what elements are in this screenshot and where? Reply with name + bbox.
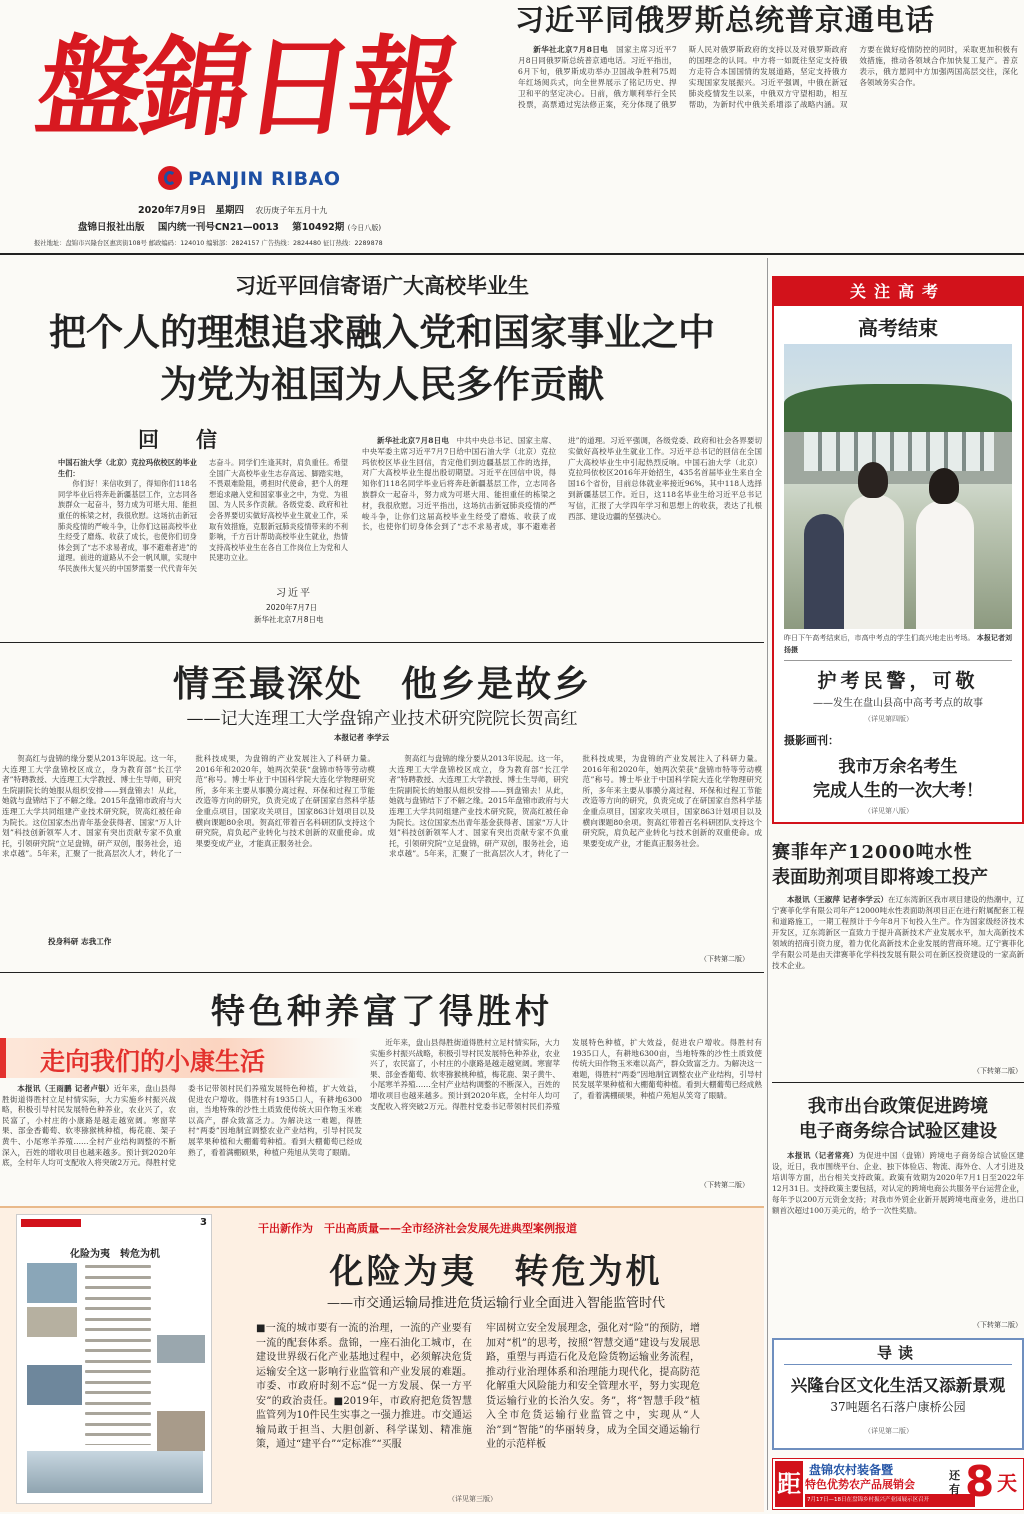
divider-letter [0, 642, 764, 643]
promo-headline[interactable]: 化险为夷 转危为机 [329, 1252, 663, 1292]
story-sub-police: ——发生在盘山县高中高考考点的故事 [813, 698, 983, 709]
masthead-date-line [138, 202, 327, 216]
feature-section-label: 投身科研 志我工作 [44, 936, 115, 947]
village-text: 近年来，盘山县得胜街道得胜村立足村情实际，大力实施乡村振兴战略，积极引导村民发展特色种养业，农业兴了，农民富了，小村庄的小康路是越走越宽阔。寒窗苹果、部金香葡萄、软枣猕猴桃种植，梅花鹿、架子黄牛、小尾寒羊养殖……全村产业结构调整的不断深入，百姓的增收项目也越来越多。预计到2020年底，全村年人均可支配收入将突破2万元。得胜村党委书记带领村民们养殖发展特色种植，扩大效益，促进农户增收。得胜村有1935口人，有耕地6300亩，当地特殊的沙性土质致使传统大田作物玉米难以高产，群众致富乏力。为解决这一难题，得胜村“两委”因地制宜调整农业产业结构，引导村民发展苹果种植和大棚葡萄种植。看到大棚葡萄已经成熟了，看着满棚硕果，种植户苑旭从笑弯了眼睛。 [2, 1084, 362, 1168]
photo-feature-title-2[interactable]: 完成人生的一次大考！ [813, 781, 983, 801]
photo-feature-title-1[interactable]: 我市万余名考生 [838, 757, 958, 777]
ecommerce-body [772, 1150, 1024, 1326]
story-ref-police[interactable]: （详见第四版） [864, 715, 913, 723]
masthead [0, 0, 505, 250]
letter-news-body [362, 436, 762, 636]
story-title-police[interactable]: 护考民警，可敬 [817, 670, 979, 692]
countdown-note: 7月17日—18日在盘锦乡村振兴产业园展示区召开 [805, 1494, 975, 1507]
letter-text: 你们好！来信收到了，得知你们118名同学毕业后将奔赴新疆基层工作，立志同各族群众一起奋斗，努力成为可堪大用、能担重任的栋梁之材，我很欣慰。这场抗击新冠肺炎疫情的严峻斗争，让你们这届高校毕业生经受了磨炼、收获了成长，也使你们切身体会到了“志不求易者成，事不避难者进”的道理。前进的道路从不会一帆风顺，实现中华民族伟大复兴的中国梦需要一代代青年矢志奋斗。同学们生逢其时，肩负重任。希望全国广大高校毕业生志存高远、脚踏实地，不畏艰难险阻，勇担时代使命，把个人的理想追求融入党和国家事业之中，为党、为祖国、为人民多作贡献。各级党委、政府和社会各界要切实做好高校毕业生就业工作，采取有效措施，克服新冠肺炎疫情带来的不利影响，千方百计帮助高校毕业生就业，热情支持高校毕业生在各自工作岗位上为党和人民建功立业。 [58, 458, 348, 573]
promo-col-2: 牢固树立安全发展理念，强化对“险”的预防，增加对“机”的思考，按照“智慧交通”建设与发展思路，重塑与再造石化及危险货物运输业务流程，推动行业治理体系和治理能力现代化，提高防范化解重大风险能力和安全管理水平，努力实现危货运输行业的长治久安。务”，将“智慧手段”植入全市危货运输行业监管之中，实现从“人治”到“智能”的华丽转身，成为全国交通运输行业的示范样板 [486, 1323, 700, 1450]
saifei-text: 在辽东湾新区我市项目建设的热潮中，辽宁赛菲化学有限公司年产12000吨水性表面助剂项目正在进行附属配套工程和道路施工，一期工程预计于今年8月下旬投入生产。作为国家级经济技术开发区，辽东湾新区一直致力于提升高新技术产业发展水平，加大高新技术领域的招商引资力度，着力优化高新技术企业发展的营商环境。辽宁赛菲化学有限公司是由天津赛菲化学科技发展有限公司在新区投资建设的一家高新技术企业。 [772, 895, 1024, 970]
top-story-lead: 新华社北京7月8日电 [533, 45, 609, 54]
village-column-text: 走向我们的小康生活 [40, 1047, 266, 1076]
thumb-masthead [21, 1219, 81, 1227]
letter-addressee: 中国石油大学（北京）克拉玛依校区的毕业生们： [58, 458, 197, 478]
countdown-char: 距 [775, 1461, 803, 1507]
photo-credit: 本报记者刘扬摄 [784, 633, 1012, 654]
divider-vertical [767, 258, 768, 1510]
thumb-page-number: 3 [200, 1217, 207, 1228]
feature-continue[interactable]: （下转第二版） [700, 955, 749, 963]
divider-feature [0, 972, 764, 973]
photo-feature-label: 摄影画刊： [784, 734, 839, 747]
letter-sub: 回 信 [138, 427, 225, 452]
issue-note: (今日八版) [347, 224, 382, 232]
countdown-title[interactable]: 盘锦农村装备暨 [809, 1463, 894, 1477]
thumb-photo-3 [157, 1335, 205, 1363]
masthead-address: 报社地址：盘锦市兴隆台区惠宾街108号 邮政编码：124010 编辑部：2824157 广告热线：2824480 征订热线：2289878 [34, 240, 383, 247]
right-story-saifei [772, 838, 1024, 1078]
guide-sub: 37吨题名石落户康桥公园 [830, 1400, 966, 1414]
countdown-banner [772, 1458, 1024, 1510]
letter-news-lead: 新华社北京7月8日电 [377, 436, 449, 445]
guide-box [772, 1338, 1024, 1450]
countdown-title-2[interactable]: 特色优势农产品展销会 [805, 1478, 915, 1491]
feature-story [0, 646, 764, 968]
feature-headline[interactable]: 情至最深处 他乡是故乡 [172, 663, 591, 705]
village-continue[interactable]: （下转第二版） [700, 1181, 749, 1189]
village-story [0, 974, 764, 1194]
promo-sub: ——市交通运输局推进危货运输行业全面进入智能监管时代 [326, 1296, 665, 1311]
issue-number: 第10492期 [292, 222, 345, 233]
village-body-right [370, 1038, 762, 1188]
letter-story [0, 258, 764, 640]
promo-col-1: ■一流的城市要有一流的治理，一流的产业要有一流的配套体系。盘锦，一座石油化工城市，在建设世界级石化产业基地过程中，必须解决危货运输安全这一影响行业监管和产业发展的难题。市委、市政府时刻不忘“促一方发展、保一方平安”的政治责任。■2019年，市政府把危货智慧监管列为10件民生实事之一强力推进。市交通运输局敢于担当、大胆创新、科学谋划、精准施策，通过“建平台”“定标准”“买服 [256, 1323, 472, 1450]
divider-right-1 [772, 1082, 1024, 1083]
masthead-logo: 盤錦日報 [29, 25, 463, 151]
letter-sign-source: 新华社北京7月8日电 [254, 615, 324, 624]
issn: 国内统一刊号CN21—0013 [157, 222, 279, 233]
feature-byline: 本报记者 李学云 [334, 733, 390, 742]
thumb-photo-1 [27, 1263, 77, 1303]
masthead-emblem-icon [158, 166, 182, 190]
top-story [510, 0, 1024, 250]
feature-text-cont: 贺高红与盘锦的缘分要从2013年说起。这一年，大连理工大学盘锦校区成立，身为教育部“长江学者”特聘教授、大连理工大学教授、博士生导师，研究生院副院长的她服从组织安排——到盘锦去！从此，她就与盘锦结下了不解之缘。2015年盘锦市政府与大连理工大学共同组建产业技术研究院，贺高红被任命为院长。这位国家杰出青年基金获得者、国家“万人计划”科技创新领军人才、国家有突出贡献专家不负重托，引领研究院“立足盘锦，研产双创，服务社会，追求卓越”。5年来，汇聚了一批高层次人才，转化了一批科技成果，为盘锦的产业发展注入了科研力量。2016年和2020年，她两次荣获“盘锦市特等劳动模范”称号。博士毕业于中国科学院大连化学物理研究所，多年来主要从事膜分离过程、环保和过程工节能改造等方向的研究，负责完成了在研国家自然科学基金重点项目，国家攻关项目，国家863计划项目以及横向课题80余项。贺高红带着百名科研团队支持这个研究院，肩负起产业转化与技术创新的双重使命。成果要变成产业，才能真正服务社会。 [389, 754, 762, 859]
promo-ref[interactable]: （详见第三版） [448, 1495, 497, 1503]
feature-text: 贺高红与盘锦的缘分要从2013年说起。这一年，大连理工大学盘锦校区成立，身为教育部“长江学者”特聘教授、大连理工大学教授、博士生导师，研究生院副院长的她服从组织安排——到盘锦去！从此，她就与盘锦结下了不解之缘。2015年盘锦市政府与大连理工大学共同组建产业技术研究院，贺高红被任命为院长。这位国家杰出青年基金获得者、国家“万人计划”科技创新领军人才、国家有突出贡献专家不负重托，引领研究院“立足盘锦，研产双创，服务社会，追求卓越”。5年来，汇聚了一批高层次人才，转化了一批科技成果，为盘锦的产业发展注入了科研力量。2016年和2020年，她两次荣获“盘锦市特等劳动模范”称号。博士毕业于中国科学院大连化学物理研究所，多年来主要从事膜分离过程、环保和过程工节能改造等方向的研究，负责完成了在研国家自然科学基金重点项目，国家攻关项目，国家863计划项目以及横向课题80余项。贺高红带着百名科研团队支持这个研究院，肩负起产业转化与技术创新的双重使命。成果要变成产业，才能真正服务社会。 [2, 754, 375, 859]
letter-headline-1[interactable]: 把个人的理想追求融入党和国家事业之中 [49, 310, 715, 354]
promo-section [0, 1206, 764, 1512]
top-story-text: 国家主席习近平7月8日同俄罗斯总统普京通电话。习近平指出，6月下旬，俄罗斯成功举办卫国战争胜利75周年红场阅兵式，向全世界展示了铭记历史、捍卫和平的坚定决心。日前，俄方顺利举行全民投票，高票通过宪法修正案，充分体现了俄罗斯人民对俄罗斯政府的支持以及对俄罗斯政府的国理念的认同。中方将一如既往坚定支持俄方走符合本国国情的发展道路，坚定支持俄方实现国家发展振兴。习近平强调，中俄在新冠肺炎疫情发生以来，中俄双方守望相助，相互帮助，为新时代中俄关系增添了战略内涵。双方要在做好疫情防控的同时，采取更加积极有效措施，推动各领域合作加快复工复产。普京表示，俄方愿同中方加强两国高层交往，深化各领域务实合作。 [518, 45, 1018, 109]
top-story-body [518, 44, 1018, 248]
countdown-number: 8 [965, 1457, 995, 1506]
masthead-publisher-line [78, 219, 381, 233]
divider-masthead [0, 253, 1024, 255]
weekday: 星期四 [215, 205, 244, 216]
letter-news-text: 中共中央总书记、国家主席、中央军委主席习近平7月7日给中国石油大学（北京）克拉玛依校区毕业生回信，肯定他们到边疆基层工作的选择，对广大高校毕业生提出殷切期望。习近平在回信中说，得知你们118名同学毕业后将奔赴新疆基层工作，立志同各族群众一起奋斗，努力成为可堪大用、能担重任的栋梁之材，我很欣慰。习近平指出，这场抗击新冠肺炎疫情的严峻斗争，让你们这届高校毕业生经受了磨炼、收获了成长，也使你们切身体会到了“志不求易者成，事不避难者进”的道理。习近平强调，各级党委、政府和社会各界要切实做好高校毕业生就业工作。习近平总书记的回信在全国广大高校毕业生中引起热烈反响。中国石油大学（北京）克拉玛依校区2016年开始招生，435名首届毕业生来自全国16个省份，目前总体就业率接近96%，其中118人选择到新疆基层工作。近日，这118名毕业生给习近平总书记写信，汇报了大学四年学习和思想上的收获，表达了扎根西部、建设边疆的坚强决心。 [362, 436, 762, 532]
lunar-date: 农历庚子年五月十九 [255, 206, 328, 215]
feature-body [2, 754, 762, 958]
thumb-title: 化险为夷 转危为机 [70, 1249, 160, 1260]
guide-title[interactable]: 兴隆台区文化生活又添新景观 [790, 1376, 1006, 1395]
village-headline[interactable]: 特色种养富了得胜村 [211, 992, 553, 1032]
promo-thumbnail[interactable] [16, 1214, 212, 1504]
sidebar-rule-1 [784, 660, 1012, 661]
ecommerce-headline-1[interactable]: 我市出台政策促进跨境 [808, 1096, 988, 1117]
saifei-headline-1[interactable]: 赛菲年产12000吨水性 [772, 842, 973, 863]
ecommerce-lead: 本报讯（记者常亮） [787, 1151, 859, 1160]
top-story-headline[interactable]: 习近平同俄罗斯总统普京通电话 [515, 3, 936, 37]
promo-banner: 干出新作为 干出高质量——全市经济社会发展先进典型案例报道 [258, 1222, 577, 1235]
saifei-headline-2[interactable]: 表面助剂项目即将竣工投产 [772, 867, 988, 888]
sidebar-gaokao [772, 276, 1024, 824]
letter-body [58, 458, 348, 624]
sidebar-title[interactable]: 高考结束 [858, 316, 938, 340]
right-story-ecommerce [772, 1092, 1024, 1334]
thumb-photo-5 [157, 1411, 205, 1451]
publisher: 盘锦日报社出版 [78, 222, 145, 233]
thumb-photo-4 [27, 1365, 82, 1405]
photo-caption [784, 632, 1012, 656]
countdown-unit: 天 [997, 1471, 1017, 1495]
masthead-english: PANJIN RIBAO [188, 168, 341, 190]
village-text-cont: 近年来，盘山县得胜街道得胜村立足村情实际，大力实施乡村振兴战略，积极引导村民发展特色种养业，农业兴了，农民富了，小村庄的小康路是越走越宽阔。寒窗苹果、部金香葡萄、软枣猕猴桃种植，梅花鹿、架子黄牛、小尾寒羊养殖……全村产业结构调整的不断深入，百姓的增收项目也越来越多。预计到2020年底，全村年人均可支配收入将突破2万元。得胜村党委书记带领村民们养殖发展特色种植，扩大效益，促进农户增收。得胜村有1935口人，有耕地6300亩，当地特殊的沙性土质致使传统大田作物玉米难以高产，群众致富乏力。为解决这一难题，得胜村“两委”因地制宜调整农业产业结构，引导村民发展苹果种植和大棚葡萄种植。看到大棚葡萄已经成熟了，看着满棚硕果，种植户苑旭从笑弯了眼睛。 [370, 1038, 762, 1111]
letter-kicker[interactable]: 习近平回信寄语广大高校毕业生 [235, 273, 529, 298]
countdown-prefix: 还有 [949, 1469, 960, 1496]
village-body-left [2, 1084, 362, 1188]
village-column-label [0, 1038, 362, 1078]
feature-sub: ——记大连理工大学盘锦产业技术研究院院长贺高红 [186, 709, 578, 729]
village-byline: 本报讯（王雨鹏 记者卢银） [17, 1084, 114, 1093]
letter-sign-date: 2020年7月7日 [266, 603, 318, 612]
saifei-lead: 本报讯（王淑萍 记者李学云） [787, 895, 888, 904]
sidebar-label: 关注高考 [774, 278, 1022, 306]
thumb-text-lines [85, 1265, 151, 1445]
guide-ref[interactable]: （详见第二版） [864, 1427, 913, 1435]
date: 2020年7月9日 [138, 205, 207, 216]
thumb-photo-6 [27, 1451, 203, 1493]
letter-signature: 习近平 [276, 588, 312, 599]
saifei-body [772, 894, 1024, 1070]
ecommerce-continue[interactable]: （下转第二版） [973, 1321, 1022, 1329]
ecommerce-headline-2[interactable]: 电子商务综合试验区建设 [799, 1121, 997, 1142]
ecommerce-text: 为促进中国（盘锦）跨境电子商务综合试验区建设，近日，我市围绕平台、企业、独下体验店、物流、海外仓、人才引进及培训等方面，出台相关支持政策。政策有效期为2020年7月1日至2022年12月31日。支持政策主要包括，对认定的跨境电商公共服务平台运营企业，每年予以200万元资金支持；对我市外贸企业新开展跨境电商业务，进出口额首次超过100万美元的，给予一次性奖励。 [772, 1151, 1024, 1215]
guide-label: 导读 [876, 1344, 919, 1362]
gaokao-photo [784, 344, 1012, 629]
thumb-photo-2 [27, 1307, 77, 1337]
saifei-continue[interactable]: （下转第二版） [973, 1067, 1022, 1075]
guide-rule [784, 1364, 1012, 1365]
letter-headline-2[interactable]: 为党为祖国为人民多作贡献 [160, 362, 604, 406]
photo-caption-text: 昨日下午高考结束后，市高中考点的学生们高兴地走出考场。 [784, 634, 975, 642]
photo-feature-ref[interactable]: （详见第八版） [864, 807, 913, 815]
